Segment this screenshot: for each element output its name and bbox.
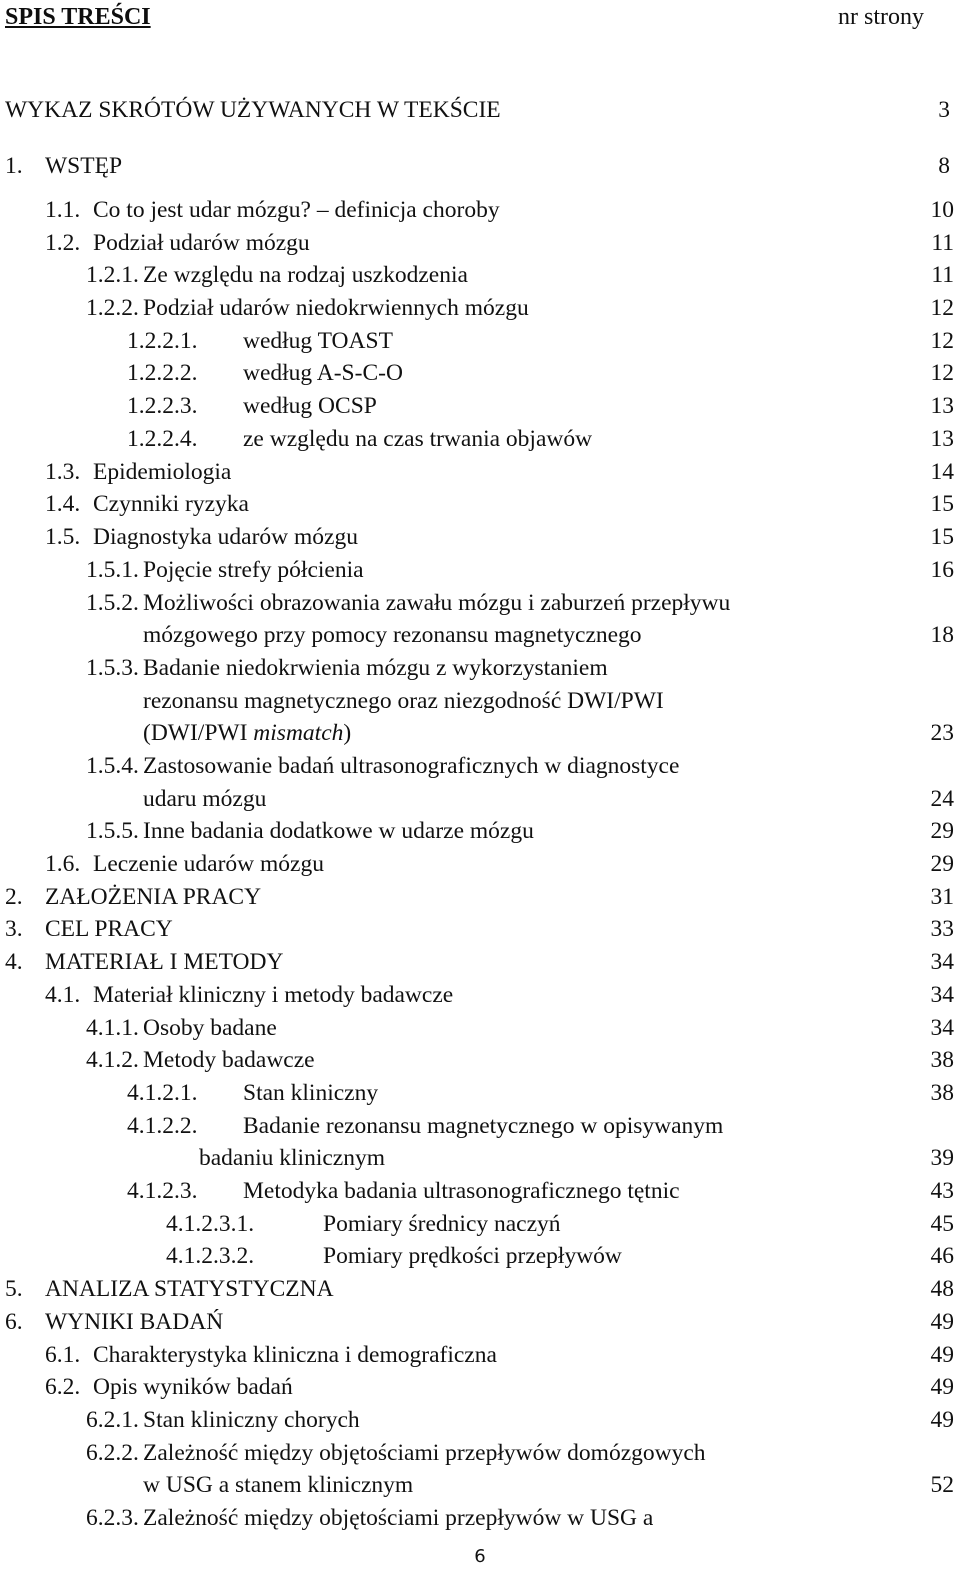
toc-entry — [0, 522, 960, 552]
toc-entry-text: Co to jest udar mózgu? – definicja choroby — [93, 197, 500, 223]
toc-entry-number: 1.5.2. — [86, 590, 139, 616]
toc-entry-number: 1.2. — [45, 230, 81, 256]
page-number-footer: 6 — [474, 1546, 486, 1567]
toc-entry-page: 34 — [930, 949, 954, 975]
toc-entry — [0, 914, 960, 944]
toc-entry — [0, 195, 960, 225]
page-number-column-header: nr strony — [838, 4, 924, 30]
toc-entry-text: Materiał kliniczny i metody badawcze — [93, 982, 454, 1008]
toc-entry-page: 18 — [930, 622, 954, 648]
toc-entry-text: Pojęcie strefy półcienia — [143, 557, 364, 583]
toc-entry-number: 3. — [5, 916, 23, 942]
toc-entry-text: Stan kliniczny chorych — [143, 1407, 360, 1433]
toc-entry-number: 1.5. — [45, 524, 81, 550]
toc-entry-number: 1.6. — [45, 851, 81, 877]
toc-entry-text: Diagnostyka udarów mózgu — [93, 524, 358, 550]
toc-entry-text-continued: w USG a stanem klinicznym — [143, 1472, 414, 1498]
toc-entry-text: Epidemiologia — [93, 459, 232, 485]
toc-entry — [0, 588, 960, 618]
toc-entry — [0, 293, 960, 323]
toc-title: SPIS TREŚCI — [5, 4, 151, 30]
toc-entry — [0, 1176, 960, 1206]
toc-entry-text: Charakterystyka kliniczna i demograficzna — [93, 1342, 497, 1368]
toc-entry — [0, 260, 960, 290]
toc-entry-number: 1.1. — [45, 197, 81, 223]
toc-entry-page: 45 — [930, 1211, 954, 1237]
toc-entry — [0, 1078, 960, 1108]
toc-entry — [0, 391, 960, 421]
toc-entry-page: 12 — [930, 295, 954, 321]
toc-entry-page: 38 — [930, 1080, 954, 1106]
toc-entry-number: 4.1.2.2. — [127, 1113, 198, 1139]
toc-entry-text: Podział udarów mózgu — [93, 230, 310, 256]
toc-entry-number: 5. — [5, 1276, 23, 1302]
toc-entry — [0, 1013, 960, 1043]
toc-entry-text: Podział udarów niedokrwiennych mózgu — [143, 295, 529, 321]
toc-entry-number: 1.2.2.3. — [127, 393, 198, 419]
toc-entry-page: 10 — [930, 197, 954, 223]
toc-entry-text: Metodyka badania ultrasonograficznego tętnic — [243, 1178, 680, 1204]
toc-entry-number: 1.2.2. — [86, 295, 139, 321]
toc-entry — [0, 358, 960, 388]
toc-entry — [0, 95, 960, 125]
toc-entry-text: Inne badania dodatkowe w udarze mózgu — [143, 818, 534, 844]
toc-entry — [0, 326, 960, 356]
toc-entry — [0, 1503, 960, 1533]
toc-entry-text: Pomiary prędkości przepływów — [323, 1243, 622, 1269]
toc-entry-page: 23 — [930, 720, 954, 746]
toc-entry — [0, 849, 960, 879]
toc-entry-text-continued: mózgowego przy pomocy rezonansu magnetycznego — [143, 622, 642, 648]
toc-entry-text-part: (DWI/PWI — [143, 720, 254, 746]
toc-entry — [0, 1241, 960, 1271]
toc-entry-page: 3 — [938, 97, 950, 123]
toc-entry — [0, 1307, 960, 1337]
toc-entry-text-part: ) — [343, 720, 352, 746]
toc-entry — [0, 816, 960, 846]
toc-entry-number: 1. — [5, 153, 23, 179]
toc-entry-page: 33 — [930, 916, 954, 942]
toc-entry-page: 11 — [931, 230, 954, 256]
toc-entry-text: Badanie rezonansu magnetycznego w opisywanym — [243, 1113, 724, 1139]
toc-entry-page: 12 — [930, 328, 954, 354]
toc-entry — [0, 151, 960, 181]
toc-entry — [0, 555, 960, 585]
toc-entry-number: 4.1.2.3.2. — [166, 1243, 255, 1269]
toc-entry-number: 6.2. — [45, 1374, 81, 1400]
toc-entry-page: 8 — [938, 153, 950, 179]
toc-entry-number: 4. — [5, 949, 23, 975]
toc-entry-number: 6.2.1. — [86, 1407, 139, 1433]
toc-entry-page: 34 — [930, 982, 954, 1008]
toc-entry-number: 1.2.1. — [86, 262, 139, 288]
toc-entry — [0, 947, 960, 977]
toc-entry-number: 1.2.2.2. — [127, 360, 198, 386]
toc-entry-text: Zależność między objętościami przepływów w USG a — [143, 1505, 654, 1531]
toc-entry-text: WSTĘP — [45, 153, 123, 179]
toc-entry-text-continued — [143, 718, 351, 748]
toc-entry-page: 11 — [931, 262, 954, 288]
toc-entry-page: 39 — [930, 1145, 954, 1171]
toc-entry-continuation — [0, 620, 960, 650]
toc-entry-number: 6.1. — [45, 1342, 81, 1368]
toc-entry-page: 49 — [930, 1342, 954, 1368]
toc-entry-page: 13 — [930, 393, 954, 419]
toc-entry-number: 1.5.4. — [86, 753, 139, 779]
toc-entry-number: 6. — [5, 1309, 23, 1335]
toc-entry-number: 1.5.3. — [86, 655, 139, 681]
toc-entry-number: 4.1.2. — [86, 1047, 139, 1073]
toc-entry-text-continued: badaniu klinicznym — [199, 1145, 385, 1171]
toc-entry-continuation — [0, 784, 960, 814]
toc-entry-text: CEL PRACY — [45, 916, 173, 942]
toc-entry-text: według TOAST — [243, 328, 393, 354]
toc-entry-page: 24 — [930, 786, 954, 812]
toc-entry-page: 49 — [930, 1374, 954, 1400]
toc-entry-text: Stan kliniczny — [243, 1080, 379, 1106]
toc-entry-number: 1.3. — [45, 459, 81, 485]
toc-entry-number: 4.1.1. — [86, 1015, 139, 1041]
toc-entry-continuation — [0, 686, 960, 716]
toc-entry — [0, 228, 960, 258]
toc-entry-text: Osoby badane — [143, 1015, 277, 1041]
toc-entry-page: 16 — [930, 557, 954, 583]
toc-entry-page: 13 — [930, 426, 954, 452]
toc-entry — [0, 1111, 960, 1141]
toc-entry-text: Zależność między objętościami przepływów domózgowych — [143, 1440, 706, 1466]
toc-entry-page: 29 — [930, 818, 954, 844]
toc-entry-page: 14 — [930, 459, 954, 485]
toc-entry-text: Pomiary średnicy naczyń — [323, 1211, 561, 1237]
toc-entry-page: 52 — [930, 1472, 954, 1498]
toc-entry-continuation — [0, 1143, 960, 1173]
toc-entry-page: 31 — [930, 884, 954, 910]
toc-entry — [0, 653, 960, 683]
toc-entry-number: 4.1. — [45, 982, 81, 1008]
toc-entry-text: Możliwości obrazowania zawału mózgu i zaburzeń przepływu — [143, 590, 731, 616]
toc-entry-page: 49 — [930, 1309, 954, 1335]
toc-entry-text-italic: mismatch — [253, 720, 344, 746]
toc-entry — [0, 1405, 960, 1435]
toc-entry — [0, 1372, 960, 1402]
toc-entry-continuation — [0, 718, 960, 748]
toc-entry-text: Czynniki ryzyka — [93, 491, 249, 517]
toc-entry-page: 48 — [930, 1276, 954, 1302]
toc-entry-text: WYKAZ SKRÓTÓW UŻYWANYCH W TEKŚCIE — [5, 97, 501, 123]
toc-entry-number: 1.2.2.4. — [127, 426, 198, 452]
toc-entry-number: 6.2.3. — [86, 1505, 139, 1531]
toc-entry-page: 15 — [930, 491, 954, 517]
toc-entry-text: WYNIKI BADAŃ — [45, 1309, 224, 1335]
toc-entry-number: 1.5.1. — [86, 557, 139, 583]
toc-entry — [0, 424, 960, 454]
toc-entry-text: według A-S-C-O — [243, 360, 403, 386]
toc-entry-page: 12 — [930, 360, 954, 386]
toc-entry — [0, 1045, 960, 1075]
toc-entry-text: Leczenie udarów mózgu — [93, 851, 324, 877]
toc-entry-text: Opis wyników badań — [93, 1374, 293, 1400]
toc-entry — [0, 1340, 960, 1370]
toc-entry-text: Ze względu na rodzaj uszkodzenia — [143, 262, 468, 288]
toc-entry — [0, 1438, 960, 1468]
toc-entry-text: ze względu na czas trwania objawów — [243, 426, 593, 452]
toc-entry — [0, 457, 960, 487]
toc-entry — [0, 751, 960, 781]
toc-entry-number: 1.2.2.1. — [127, 328, 198, 354]
toc-entry-number: 2. — [5, 884, 23, 910]
toc-entry-number: 4.1.2.3. — [127, 1178, 198, 1204]
toc-entry-text: ANALIZA STATYSTYCZNA — [45, 1276, 334, 1302]
toc-entry-text: Badanie niedokrwienia mózgu z wykorzystaniem — [143, 655, 608, 681]
toc-entry-number: 4.1.2.1. — [127, 1080, 198, 1106]
toc-entry-page: 43 — [930, 1178, 954, 1204]
toc-entry — [0, 980, 960, 1010]
toc-entry — [0, 882, 960, 912]
toc-entry-text-continued: rezonansu magnetycznego oraz niezgodność DWI/PWI — [143, 688, 664, 714]
toc-entry-page: 38 — [930, 1047, 954, 1073]
toc-entry-number: 1.4. — [45, 491, 81, 517]
toc-entry — [0, 489, 960, 519]
toc-entry-text: według OCSP — [243, 393, 377, 419]
toc-entry-number: 4.1.2.3.1. — [166, 1211, 255, 1237]
toc-entry-text: Metody badawcze — [143, 1047, 315, 1073]
toc-entry-page: 15 — [930, 524, 954, 550]
toc-entry-text: ZAŁOŻENIA PRACY — [45, 884, 262, 910]
toc-entry — [0, 1274, 960, 1304]
toc-entry-text: Zastosowanie badań ultrasonograficznych w diagnostyce — [143, 753, 680, 779]
toc-entry-page: 34 — [930, 1015, 954, 1041]
toc-entry-continuation — [0, 1470, 960, 1500]
toc-entry — [0, 1209, 960, 1239]
toc-entry-page: 46 — [930, 1243, 954, 1269]
toc-entry-page: 29 — [930, 851, 954, 877]
toc-entry-number: 6.2.2. — [86, 1440, 139, 1466]
toc-entry-text: MATERIAŁ I METODY — [45, 949, 284, 975]
toc-entry-page: 49 — [930, 1407, 954, 1433]
toc-entry-text-continued: udaru mózgu — [143, 786, 267, 812]
toc-entry-number: 1.5.5. — [86, 818, 139, 844]
